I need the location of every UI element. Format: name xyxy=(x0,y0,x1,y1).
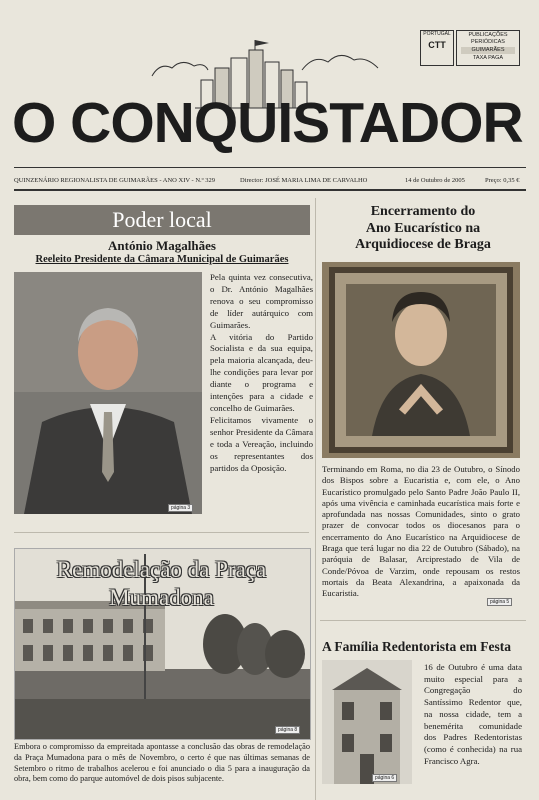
article2-headline[interactable] xyxy=(14,556,309,612)
section-banner: Poder local xyxy=(14,205,310,235)
ctt-postal-stamp xyxy=(420,30,454,66)
redentorista-building-photo xyxy=(322,660,412,784)
edition-info: QUINZENÁRIO REGIONALISTA DE GUIMARÃES - ANO XIV - N.º 329 xyxy=(14,177,216,184)
page-reference-tag[interactable]: página 8 xyxy=(275,726,300,734)
director-name: JOSÉ MARIA LIMA DE CARVALHO xyxy=(265,177,368,184)
masthead-rule-bottom xyxy=(14,189,526,191)
framed-portrait-photo xyxy=(322,262,520,458)
article3-body: Terminando em Roma, no dia 23 de Outubro, o Sínodo dos Bispos sobre a Eucaristia e, com ele, o Ano Eucarístico promulgado pelo Santo Padre João Paulo II, após uma vivência e caminhada eucarística mais forte e aprofundada nas nossas Comunidades, sinto o grato prazer de convocar todos os diocesanos para o encerramento do Ano Eucarístico na Arquidiocese de Braga que terá lugar no dia 22 de Outubro (Sábado), na paróquia de Balasar, Arciprestado de Vila de Conde/Póvoa de Varzim, onde repousam os restos mortais da Beata Alexandrina, a apaixonada da Eucaristia. xyxy=(322,464,520,599)
ctt-mark: CTT xyxy=(428,40,446,50)
issue-date: 14 de Outubro de 2005 xyxy=(405,177,465,184)
article1-paragraph: A vitória do Partido Socialista e da sua equipa, pela maioria alcançada, deu-lhe condições para levar por diante o programa e intenções para a cidade e concelho de Guimarães. xyxy=(210,331,313,413)
article1-body xyxy=(210,272,313,474)
director-label: Director: xyxy=(240,177,264,184)
page-reference-tag[interactable]: página 6 xyxy=(372,774,397,782)
article2-body: Embora o compromisso da empreitada apontasse a conclusão das obras de remodelação da Praça Mumadona para o mês de Novembro, o certo é que nas últimas semanas de Setembro o ritmo de trabalhos acelerou e foi anunciado o dia 5 para a inauguração da obra, bem como do parque automóvel de dois pisos subjacente. xyxy=(14,742,310,784)
article3-title-line1: Encerramento do xyxy=(370,204,476,219)
article1-subtitle: Reeleito Presidente da Câmara Municipal de Guimarães xyxy=(35,254,289,265)
article4-headline[interactable]: A Família Redentorista em Festa xyxy=(322,639,511,654)
article2-title-line2: Mumadona xyxy=(109,585,214,610)
masthead-rule-top xyxy=(14,167,526,168)
pub-line2: PERIÓDICAS xyxy=(471,39,505,45)
mayor-portrait-photo xyxy=(14,272,202,514)
page-reference-tag[interactable]: página 3 xyxy=(168,504,193,512)
article2-title-line1: Remodelação da Praça xyxy=(56,557,267,582)
left-section-divider xyxy=(14,532,309,533)
article3-headline[interactable] xyxy=(320,204,526,254)
right-section-divider xyxy=(320,620,526,621)
pub-line1: PUBLICAÇÕES xyxy=(468,32,508,38)
director-line xyxy=(240,177,367,184)
article4-body: 16 de Outubro é uma data muito especial para a Congregação do Santíssimo Redentor que, na nossa cidade, tem a benemérita comunidade dos Padres Redentoristas (como é conhecida) na rua Francisco Agra. xyxy=(424,662,522,766)
article3-title-line2: Ano Eucarístico na xyxy=(365,220,481,236)
article3-title-line3: Arquidiocese de Braga xyxy=(355,237,491,252)
ctt-country: PORTUGAL xyxy=(423,31,451,37)
postage-paid-stamp xyxy=(456,30,520,66)
pub-line3: GUIMARÃES xyxy=(461,47,515,54)
newspaper-title: O CONQUISTADOR xyxy=(12,91,523,155)
cloud-line-left xyxy=(150,58,210,78)
column-divider xyxy=(315,198,316,800)
pub-line4: TAXA PAGA xyxy=(472,55,504,61)
article1-headline[interactable]: António Magalhães xyxy=(108,238,216,253)
issue-price: Preço: 0,35 € xyxy=(485,177,520,184)
page-reference-tag[interactable]: página 5 xyxy=(487,598,512,606)
article1-paragraph: Felicitamos vivamente o senhor Presidente da Câmara e toda a Vereação, incluindo os representantes dos partidos da Oposição. xyxy=(210,414,313,473)
cloud-line-right xyxy=(300,50,380,74)
article1-paragraph: Pela quinta vez consecutiva, o Dr. António Magalhães renova o seu compromisso de líder autárquico com Guimarães. xyxy=(210,272,313,330)
